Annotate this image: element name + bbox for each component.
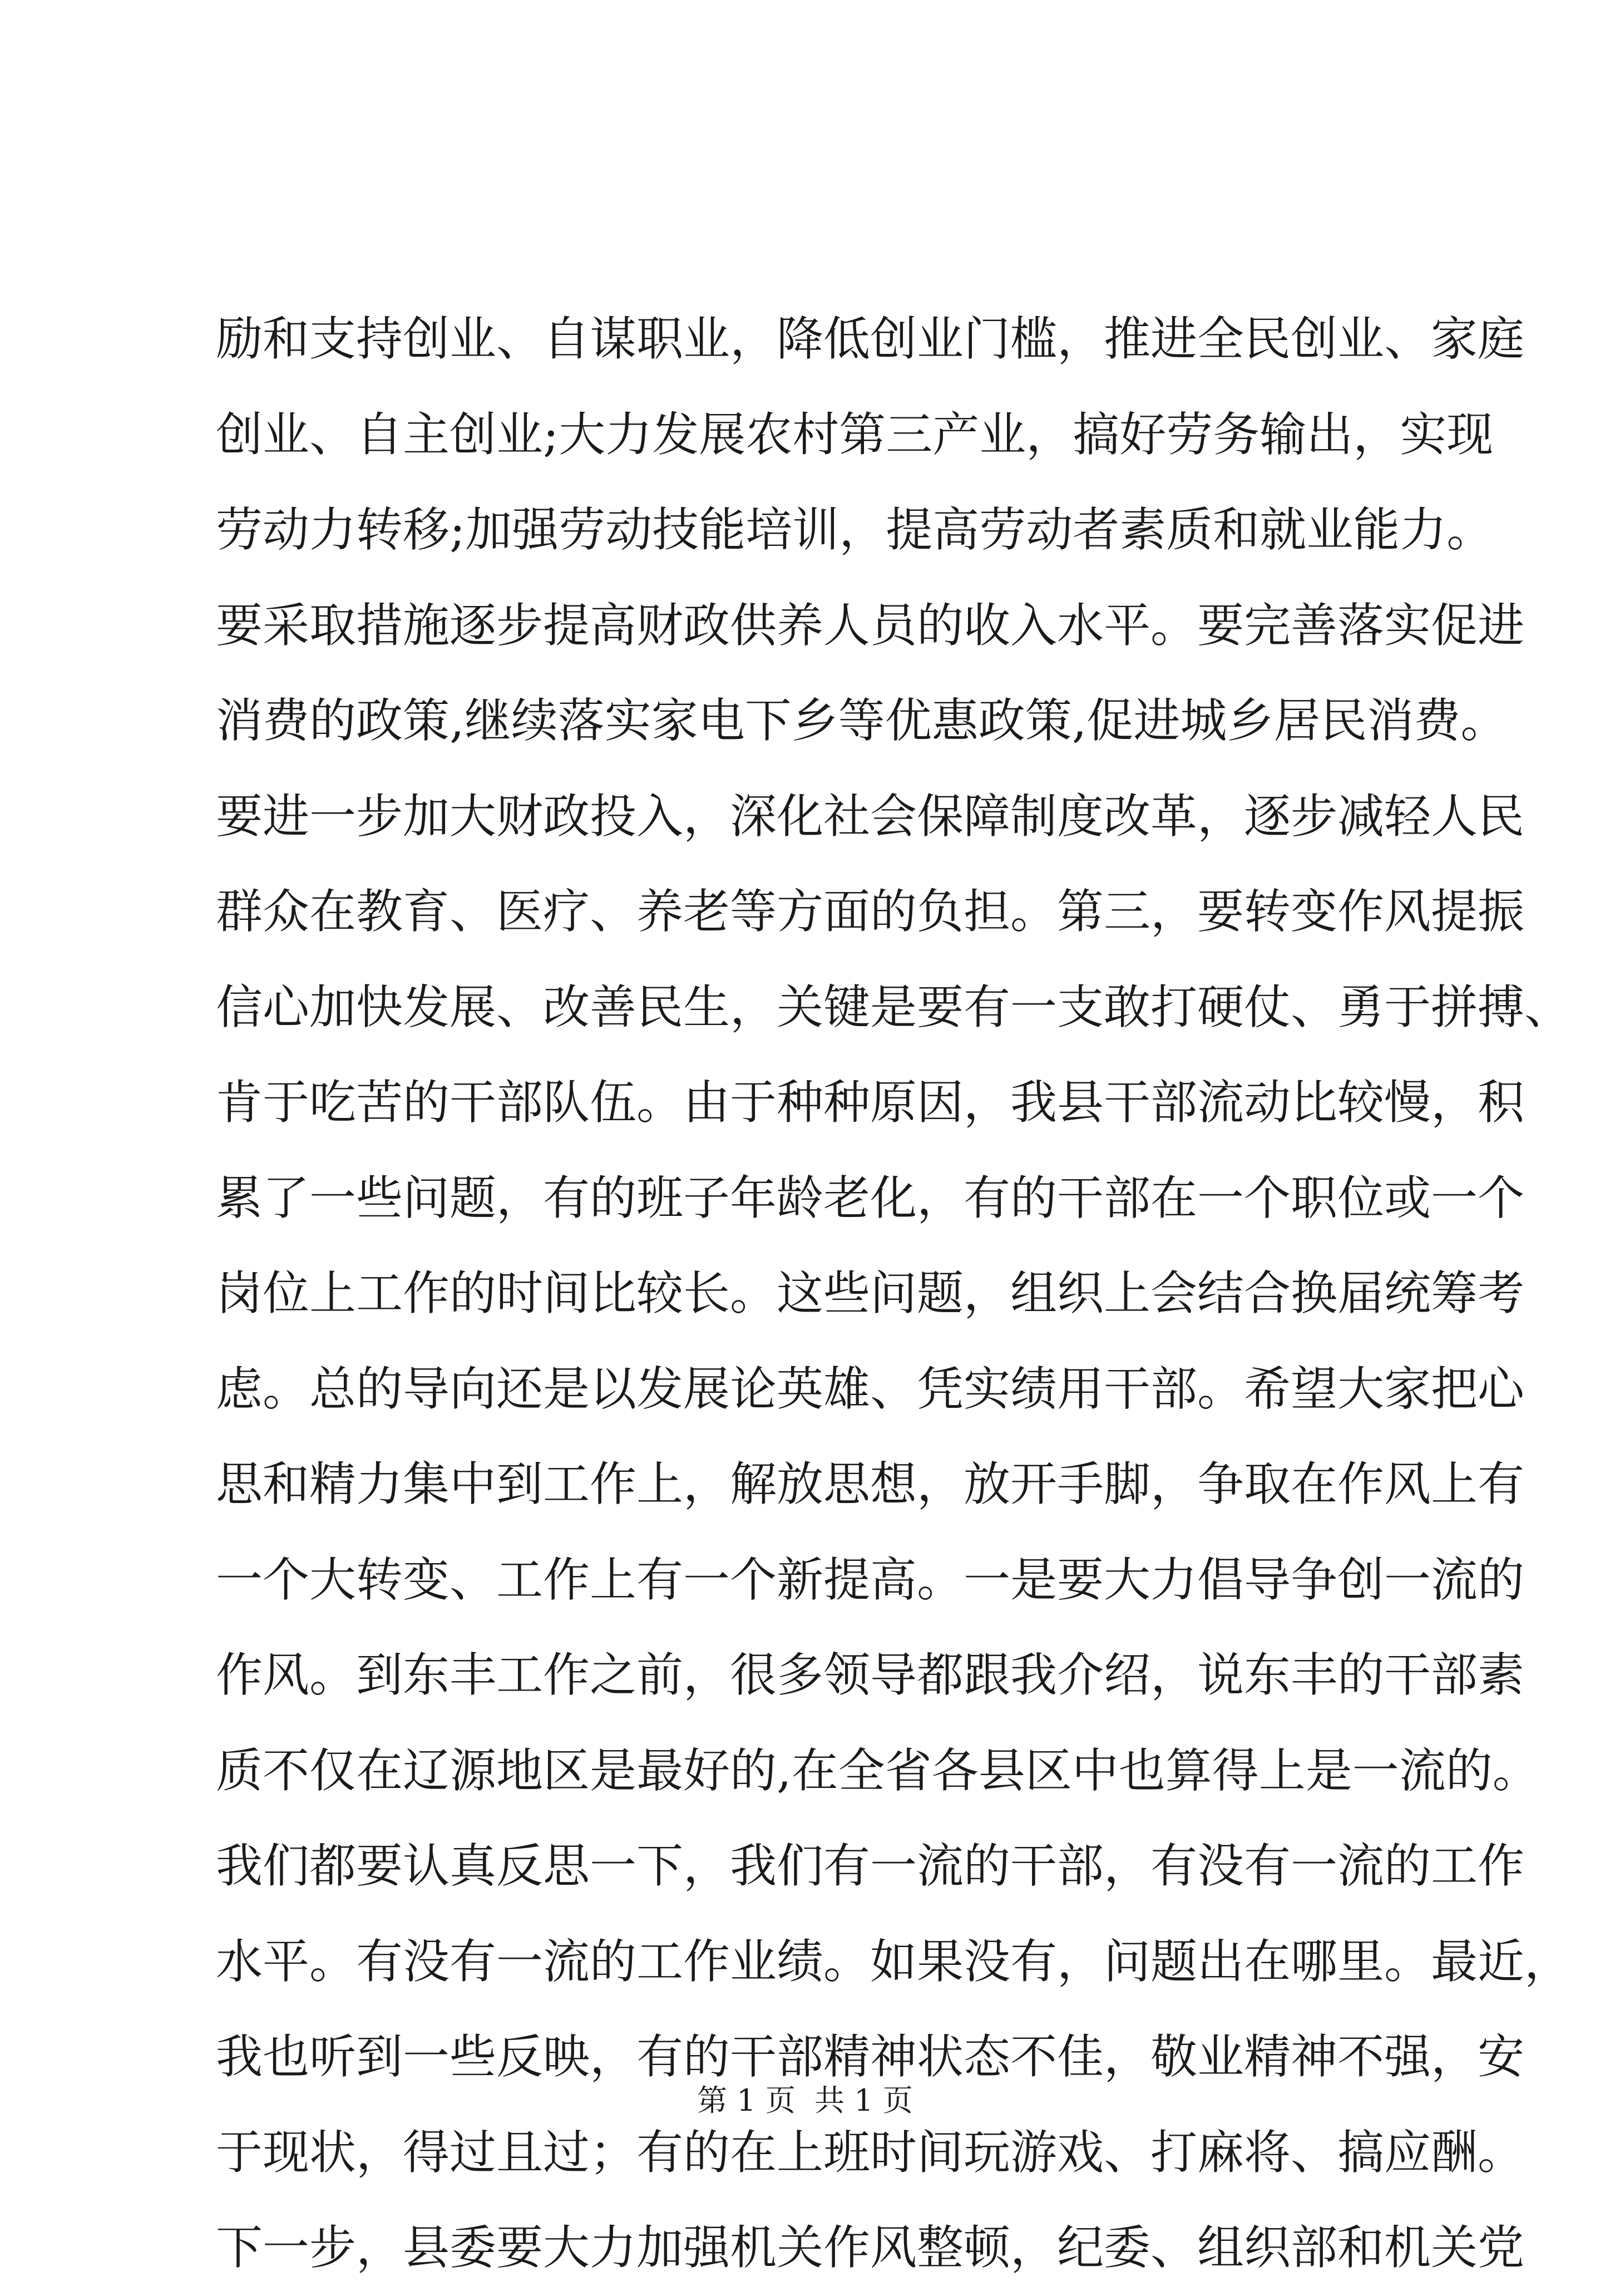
text-line: 作风。到东丰工作之前，很多领导都跟我介绍，说东丰的干部素 bbox=[216, 1648, 1525, 1702]
page-footer: 第 1 页 共 1 页 bbox=[697, 2083, 913, 2118]
text-line: 我也听到一些反映，有的干部精神状态不佳，敬业精神不强，安 bbox=[216, 2029, 1525, 2084]
text-line: 群众在教育、医疗、养老等方面的负担。第三，要转变作风提振 bbox=[216, 884, 1525, 939]
text-line: 要采取措施逐步提高财政供养人员的收入水平。要完善落实促进 bbox=[216, 598, 1525, 653]
text-line: 创业、自主创业;大力发展农村第三产业，搞好劳务输出，实现 bbox=[216, 407, 1494, 462]
text-line: 一个大转变、工作上有一个新提高。一是要大力倡导争创一流的 bbox=[216, 1552, 1525, 1607]
text-line: 虑。总的导向还是以发展论英雄、凭实绩用干部。希望大家把心 bbox=[216, 1361, 1525, 1416]
text-line: 励和支持创业、自谋职业，降低创业门槛，推进全民创业、家庭 bbox=[216, 312, 1525, 366]
text-line: 岗位上工作的时间比较长。这些问题，组织上会结合换届统筹考 bbox=[216, 1266, 1525, 1321]
text-line: 累了一些问题，有的班子年龄老化，有的干部在一个职位或一个 bbox=[216, 1170, 1525, 1225]
text-line: 劳动力转移;加强劳动技能培训，提高劳动者素质和就业能力。 bbox=[216, 502, 1494, 557]
text-line: 我们都要认真反思一下，我们有一流的干部，有没有一流的工作 bbox=[216, 1839, 1525, 1893]
text-line: 质不仅在辽源地区是最好的,在全省各县区中也算得上是一流的。 bbox=[216, 1743, 1539, 1798]
text-line: 下一步，县委要大力加强机关作风整顿，纪委、组织部和机关党 bbox=[216, 2220, 1525, 2275]
text-line: 肯于吃苦的干部队伍。由于种种原因，我县干部流动比较慢，积 bbox=[216, 1075, 1525, 1130]
text-line: 于现状，得过且过；有的在上班时间玩游戏、打麻将、搞应酬。 bbox=[216, 2125, 1525, 2180]
body-text bbox=[216, 292, 1572, 2296]
text-line: 思和精力集中到工作上，解放思想，放开手脚，争取在作风上有 bbox=[216, 1457, 1525, 1511]
text-line: 信心加快发展、改善民生，关键是要有一支敢打硬仗、勇于拼搏、 bbox=[216, 979, 1572, 1034]
text-line: 要进一步加大财政投入，深化社会保障制度改革，逐步减轻人民 bbox=[216, 789, 1525, 844]
text-line: 消费的政策,继续落实家电下乡等优惠政策,促进城乡居民消费。 bbox=[216, 693, 1508, 748]
text-line: 水平。有没有一流的工作业绩。如果没有，问题出在哪里。最近， bbox=[216, 1934, 1572, 1989]
